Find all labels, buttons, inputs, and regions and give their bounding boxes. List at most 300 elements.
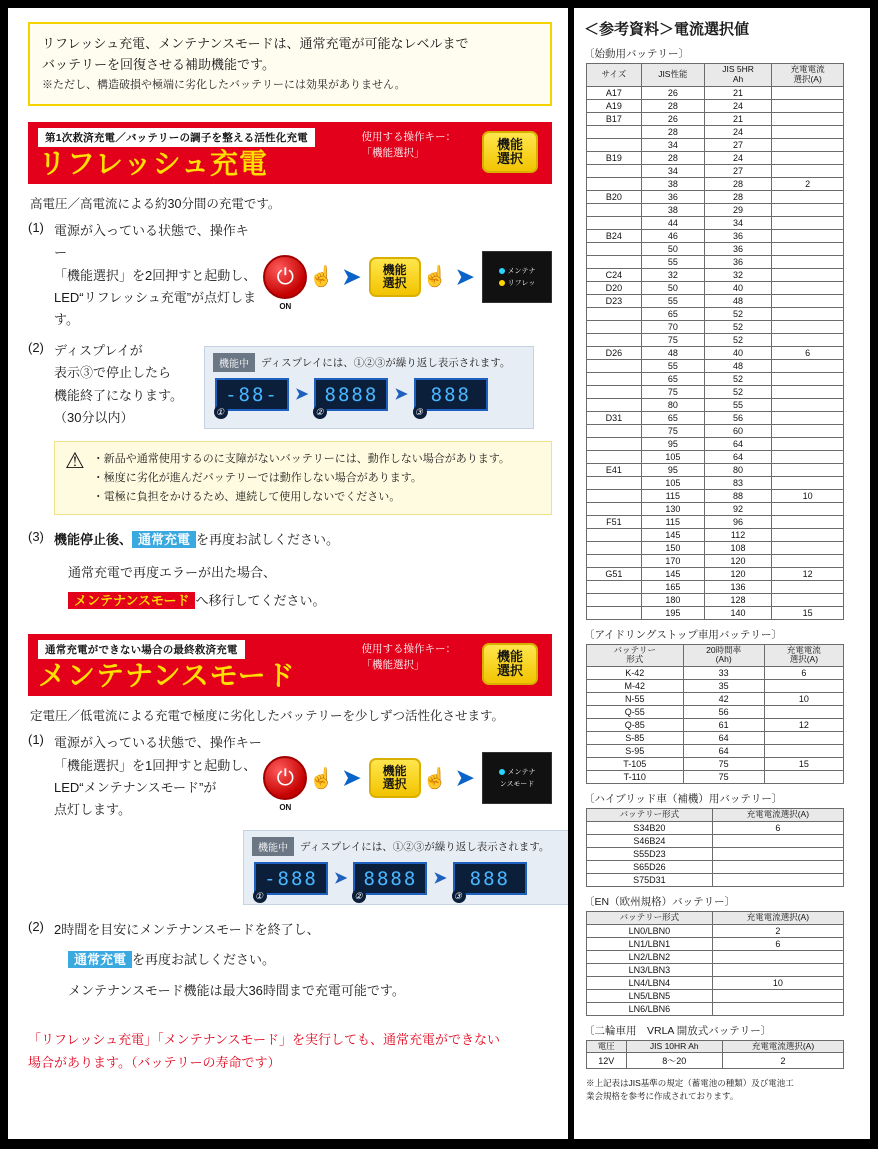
seg-arrow-2: ➤ (394, 386, 408, 404)
table-idling-stop-battery (586, 644, 844, 785)
column-header-2: 充電電流選択(A) (722, 1040, 843, 1053)
cell-1: 28 (641, 99, 704, 112)
cell-2 (764, 771, 843, 784)
cell-3: 10 (772, 489, 844, 502)
section2-step1 (28, 732, 552, 821)
cell-3 (772, 580, 844, 593)
cell-2: 52 (704, 320, 771, 333)
cell-3: 12 (772, 567, 844, 580)
cell-3 (772, 151, 844, 164)
cell-1: 34 (641, 138, 704, 151)
section1-keyhint-line2: 「機能選択」 (361, 146, 425, 159)
seg-arrow-1: ➤ (295, 386, 309, 404)
cell-3 (772, 216, 844, 229)
cell-1: 28 (641, 151, 704, 164)
reference-footnote (586, 1077, 864, 1103)
cell-1: 6 (712, 937, 843, 950)
led-maintenance-label-2b: ンスモード (499, 781, 535, 789)
section1-display-sequence (213, 378, 525, 417)
cell-2: 2 (722, 1053, 843, 1069)
column-header-0: バッテリー 形式 (587, 644, 684, 667)
cell-3: 6 (772, 346, 844, 359)
table-row (587, 450, 844, 463)
cell-0 (587, 307, 642, 320)
section1-display-box (204, 346, 534, 429)
cell-1: 64 (683, 745, 764, 758)
maintenance-mode-highlight: メンテナンスモード (68, 592, 195, 609)
table-row (587, 86, 844, 99)
hand-pointer-icon-4: ☝ (422, 767, 448, 790)
fn1-line2: 選択 (382, 275, 407, 290)
section2-step1-number: (1) (28, 732, 44, 748)
cell-0 (587, 372, 642, 385)
cell-0: S55D23 (587, 847, 713, 860)
table4-body (587, 924, 844, 1015)
normal-charge-highlight-2: 通常充電 (68, 951, 132, 968)
section1-step2-line2: 表示③で停止したら (54, 365, 172, 381)
table-row (587, 554, 844, 567)
cell-0: A17 (587, 86, 642, 99)
table3-label: 〔ハイブリッド車（補機）用バッテリー〕 (584, 793, 783, 806)
arrow-right-icon-4: ➤ (455, 765, 474, 791)
table-row (587, 847, 844, 860)
table-row (587, 164, 844, 177)
cell-2: 83 (704, 476, 771, 489)
cell-0: LN0/LBN0 (587, 924, 713, 937)
cell-3 (772, 164, 844, 177)
section2-key-flow (263, 734, 552, 821)
cell-1: 26 (641, 112, 704, 125)
cell-1 (712, 1002, 843, 1015)
table2-label: 〔アイドリングストップ車用バッテリー〕 (584, 628, 782, 641)
table-row (587, 502, 844, 515)
cell-0: S-85 (587, 732, 684, 745)
keybtn1-line2: 選択 (496, 151, 523, 167)
cell-1: 55 (641, 255, 704, 268)
cell-3 (772, 437, 844, 450)
table-row (587, 989, 844, 1002)
cell-0: K-42 (587, 667, 684, 680)
cell-2: 88 (704, 489, 771, 502)
led-indicator-panel-2 (482, 752, 552, 804)
cell-3 (772, 320, 844, 333)
column-header-0: サイズ (587, 64, 642, 87)
column-header-2: JIS 5HR Ah (704, 64, 771, 87)
cell-3 (772, 450, 844, 463)
normal-charge-highlight-1: 通常充電 (132, 531, 196, 548)
cell-2: 29 (704, 203, 771, 216)
cell-2: 21 (704, 86, 771, 99)
cell-2 (764, 706, 843, 719)
cell-2: 52 (704, 307, 771, 320)
cell-1 (712, 873, 843, 886)
section1-segment-1-no: ① (215, 406, 227, 417)
cell-0: LN2/LBN2 (587, 950, 713, 963)
section1-title: リフレッシュ充電 (38, 148, 269, 180)
table3-body (587, 821, 844, 886)
cell-3: 2 (772, 177, 844, 190)
cell-2: 40 (704, 346, 771, 359)
table-row (587, 528, 844, 541)
led-dot-yellow (499, 280, 505, 286)
table-row (587, 372, 844, 385)
cell-2: 36 (704, 229, 771, 242)
table-row (587, 463, 844, 476)
intro-line-1: リフレッシュ充電、メンテナンスモードは、通常充電が可能なレベルまで (42, 36, 469, 51)
table-row (587, 873, 844, 886)
cell-2: 108 (704, 541, 771, 554)
cell-0 (587, 242, 642, 255)
table-row (587, 706, 844, 719)
section1-display-head (213, 353, 525, 372)
hand-pointer-icon-1: ☝ (309, 266, 335, 289)
cell-2: 12 (764, 719, 843, 732)
section2-title: メンテナンスモード (38, 660, 296, 692)
section2-tag: 通常充電ができない場合の最終救済充電 (38, 640, 245, 659)
cell-3 (772, 281, 844, 294)
cell-2: 56 (704, 411, 771, 424)
power-on-label-2: ON (279, 803, 292, 813)
table-row (587, 216, 844, 229)
fn1-line1: 機能 (382, 262, 407, 277)
cell-0 (587, 450, 642, 463)
section-maintenance-mode (28, 634, 552, 1002)
cell-0: E41 (587, 463, 642, 476)
led-maintenance-line (499, 266, 536, 276)
table-row (587, 963, 844, 976)
table-row (587, 112, 844, 125)
cell-1: 75 (641, 385, 704, 398)
cell-2: 15 (764, 758, 843, 771)
cell-0: G51 (587, 567, 642, 580)
column-header-1: 充電電流選択(A) (712, 809, 843, 822)
cell-0 (587, 476, 642, 489)
column-header-1: 充電電流選択(A) (712, 911, 843, 924)
cell-0: LN3/LBN3 (587, 963, 713, 976)
cell-0: LN1/LBN1 (587, 937, 713, 950)
cell-1: 8〜20 (626, 1053, 722, 1069)
section1-segment-3-no: ③ (414, 406, 425, 417)
column-header-0: バッテリー形式 (587, 911, 713, 924)
cell-2: 27 (704, 164, 771, 177)
section1-header (28, 122, 552, 184)
cell-1 (712, 834, 843, 847)
cell-0: T-110 (587, 771, 684, 784)
cell-2 (764, 680, 843, 693)
cell-2: 52 (704, 333, 771, 346)
table-row (587, 745, 844, 758)
cell-3 (772, 541, 844, 554)
section2-subtitle: 定電圧／低電流による充電で極度に劣化したバッテリーを少しずつ活性化させます。 (30, 709, 505, 724)
cell-0 (587, 554, 642, 567)
intro-note: ※ただし、構造破損や極端に劣化したバッテリーには効果がありません。 (42, 78, 406, 91)
cell-0 (587, 398, 642, 411)
table-row (587, 190, 844, 203)
cell-3 (772, 268, 844, 281)
table-starter-battery (586, 63, 844, 620)
section1-step3-pre: 機能停止後、 (54, 532, 133, 548)
table-row (587, 320, 844, 333)
table-row (587, 541, 844, 554)
cell-1: 165 (641, 580, 704, 593)
table-row (587, 976, 844, 989)
section1-display-text: ディスプレイには、①②③が繰り返し表示されます。 (261, 356, 511, 369)
cell-1: 56 (683, 706, 764, 719)
cell-1: 75 (683, 771, 764, 784)
cell-1: 64 (683, 732, 764, 745)
cell-0: LN6/LBN6 (587, 1002, 713, 1015)
cell-3 (772, 554, 844, 567)
section2-segment-2: 8888 ② (353, 862, 427, 895)
cell-1 (712, 950, 843, 963)
cell-0 (587, 502, 642, 515)
section2-step1-body (54, 732, 263, 821)
table-row (587, 567, 844, 580)
column-header-2: 充電電流 選択(A) (764, 644, 843, 667)
cell-2: 80 (704, 463, 771, 476)
table-row (587, 693, 844, 706)
section1-segment-3: 888 ③ (414, 378, 488, 411)
seg-arrow-4: ➤ (433, 870, 447, 888)
function-select-button-2[interactable] (369, 758, 421, 798)
cell-0: B20 (587, 190, 642, 203)
table5-label: 〔二輪車用 VRLA 開放式バッテリー〕 (584, 1024, 772, 1037)
section1-keyhint-line1: 使用する操作キー： (361, 131, 456, 144)
cell-1: 145 (641, 528, 704, 541)
closing-note (28, 1028, 552, 1075)
cell-2: 52 (704, 385, 771, 398)
cell-1: 55 (641, 294, 704, 307)
cell-0 (587, 385, 642, 398)
arrow-right-icon-2: ➤ (455, 263, 474, 289)
led-dot-cyan-2 (499, 769, 505, 775)
section1-step3 (28, 529, 552, 612)
section1-step3-body (54, 529, 339, 612)
arrow-right-icon-1: ➤ (342, 263, 361, 289)
cell-3 (772, 593, 844, 606)
cell-1: 38 (641, 203, 704, 216)
cell-1: 75 (641, 424, 704, 437)
table-row (587, 680, 844, 693)
cell-0: S34B20 (587, 821, 713, 834)
cell-2: 28 (704, 177, 771, 190)
cell-2: 96 (704, 515, 771, 528)
column-header-0: 電圧 (587, 1040, 627, 1053)
section1-keyhint (362, 130, 457, 162)
cell-1: 130 (641, 502, 704, 515)
table-row (587, 333, 844, 346)
keybtn2-line1: 機能 (496, 649, 523, 665)
cell-3 (772, 86, 844, 99)
keybtn1-line1: 機能 (496, 136, 523, 152)
cell-3: 15 (772, 606, 844, 619)
cell-0: D23 (587, 294, 642, 307)
section1-step2-line1: ディスプレイが (54, 342, 143, 358)
cell-0: A19 (587, 99, 642, 112)
cell-1: 44 (641, 216, 704, 229)
hand-pointer-icon-3: ☝ (309, 767, 335, 790)
cell-3 (772, 515, 844, 528)
section1-step1 (28, 220, 552, 332)
cell-1 (712, 860, 843, 873)
cell-0: B17 (587, 112, 642, 125)
table-row (587, 667, 844, 680)
table4-header-row (587, 911, 844, 924)
cell-1: 50 (641, 281, 704, 294)
led-maintenance-line-2 (499, 767, 536, 777)
cell-3 (772, 229, 844, 242)
cell-0 (587, 528, 642, 541)
cell-0 (587, 593, 642, 606)
closing-line-1: 「リフレッシュ充電」「メンテナンスモード」を実行しても、通常充電ができない (28, 1031, 501, 1047)
cell-3 (772, 333, 844, 346)
table1-header-row (587, 64, 844, 87)
cell-1: 34 (641, 164, 704, 177)
cell-1: 42 (683, 693, 764, 706)
cell-3 (772, 372, 844, 385)
table-row (587, 489, 844, 502)
table4-label: 〔EN（欧州規格）バッテリー〕 (584, 895, 736, 908)
section2-segment-3: 888 ③ (453, 862, 527, 895)
reference-title: ＜参考資料＞電流選択値 (584, 21, 750, 38)
power-button-icon-2[interactable]: ⏻ ON (263, 756, 307, 800)
table-row (587, 771, 844, 784)
cell-0: D31 (587, 411, 642, 424)
section1-caution-list (93, 450, 510, 506)
cell-1: 145 (641, 567, 704, 580)
table-row (587, 834, 844, 847)
cell-2 (764, 745, 843, 758)
cell-2: 128 (704, 593, 771, 606)
cell-1: 115 (641, 515, 704, 528)
table-row (587, 125, 844, 138)
section2-step2-body (54, 919, 405, 1002)
cell-0: B19 (587, 151, 642, 164)
table-motorcycle-battery (586, 1040, 844, 1070)
cell-0: D26 (587, 346, 642, 359)
cell-2: 10 (764, 693, 843, 706)
cell-1: 10 (712, 976, 843, 989)
section1-tag: 第1次救済充電／バッテリーの調子を整える活性化充電 (38, 128, 315, 147)
section1-step1-body (54, 220, 257, 332)
section1-step2-line3: 機能終了になります。 (54, 387, 183, 403)
cell-3 (772, 125, 844, 138)
table-row (587, 821, 844, 834)
function-select-key-badge-1[interactable] (482, 131, 538, 173)
cell-3 (772, 398, 844, 411)
cell-0: S75D31 (587, 873, 713, 886)
cell-3 (772, 476, 844, 489)
cell-0 (587, 424, 642, 437)
cell-1: 195 (641, 606, 704, 619)
cell-2: 24 (704, 151, 771, 164)
cell-3 (772, 359, 844, 372)
cell-2: 92 (704, 502, 771, 515)
intro-box (28, 22, 552, 106)
cell-0 (587, 580, 642, 593)
arrow-right-icon-3: ➤ (342, 765, 361, 791)
table-row (587, 719, 844, 732)
cell-3 (772, 190, 844, 203)
cell-1: 105 (641, 450, 704, 463)
cell-1: 105 (641, 476, 704, 489)
table-row (587, 860, 844, 873)
cell-2: 27 (704, 138, 771, 151)
cell-2: 60 (704, 424, 771, 437)
table-row (587, 732, 844, 745)
cell-1 (712, 989, 843, 1002)
cell-0 (587, 437, 642, 450)
section2-keyhint-line2: 「機能選択」 (361, 659, 425, 672)
cell-1: 95 (641, 463, 704, 476)
function-select-button-1[interactable] (369, 257, 421, 297)
section1-step2-line4: （30分以内） (54, 409, 134, 425)
led-maintenance-label: メンテナ (507, 267, 536, 275)
cell-0 (587, 164, 642, 177)
cell-1: 70 (641, 320, 704, 333)
cell-3 (772, 528, 844, 541)
footnote-line-1: ※上記表はJIS基準の規定（蓄電池の種類）及び電池工 (586, 1078, 794, 1089)
cell-0: LN5/LBN5 (587, 989, 713, 1002)
cell-1: 38 (641, 177, 704, 190)
cell-0 (587, 320, 642, 333)
reference-column (568, 8, 870, 1139)
cell-2 (764, 732, 843, 745)
section2-step2-number: (2) (28, 918, 44, 934)
cell-1: 48 (641, 346, 704, 359)
cell-1: 75 (641, 333, 704, 346)
table-row (587, 359, 844, 372)
led-refresh-label: リフレッ (507, 279, 536, 287)
section1-key-flow (263, 222, 552, 332)
cell-0 (587, 541, 642, 554)
fn2-line1: 機能 (382, 763, 407, 778)
cell-0 (587, 255, 642, 268)
cell-3 (772, 112, 844, 125)
table-row (587, 515, 844, 528)
cell-2: 64 (704, 450, 771, 463)
table-row (587, 151, 844, 164)
table-row (587, 268, 844, 281)
section2-display-box (243, 830, 573, 905)
cell-2: 55 (704, 398, 771, 411)
section1-subtitle: 高電圧／高電流による約30分間の充電です。 (30, 197, 281, 212)
cell-1 (712, 963, 843, 976)
led-indicator-panel-1 (482, 251, 552, 303)
section2-step1-line1: 電源が入っている状態で、操作キー (54, 735, 262, 751)
table-row (587, 385, 844, 398)
table-row (587, 606, 844, 619)
cell-0: S65D26 (587, 860, 713, 873)
cell-2: 24 (704, 125, 771, 138)
table-row (587, 203, 844, 216)
cell-1: 75 (683, 758, 764, 771)
cell-1: 36 (641, 190, 704, 203)
cell-0: Q-85 (587, 719, 684, 732)
cell-2: 36 (704, 242, 771, 255)
cell-1: 26 (641, 86, 704, 99)
section2-step2-line3: メンテナンスモード機能は最大36時間まで充電可能です。 (68, 982, 405, 998)
section2-keyhint-line1: 使用する操作キー： (361, 643, 456, 656)
function-select-key-badge-2[interactable] (482, 643, 538, 685)
table-hybrid-battery (586, 808, 844, 887)
table-row (587, 99, 844, 112)
table-row (587, 593, 844, 606)
cell-2: 28 (704, 190, 771, 203)
table-row (587, 1002, 844, 1015)
power-button-icon[interactable]: ⏻ ON (263, 255, 307, 299)
section-refresh-charge (28, 122, 552, 612)
